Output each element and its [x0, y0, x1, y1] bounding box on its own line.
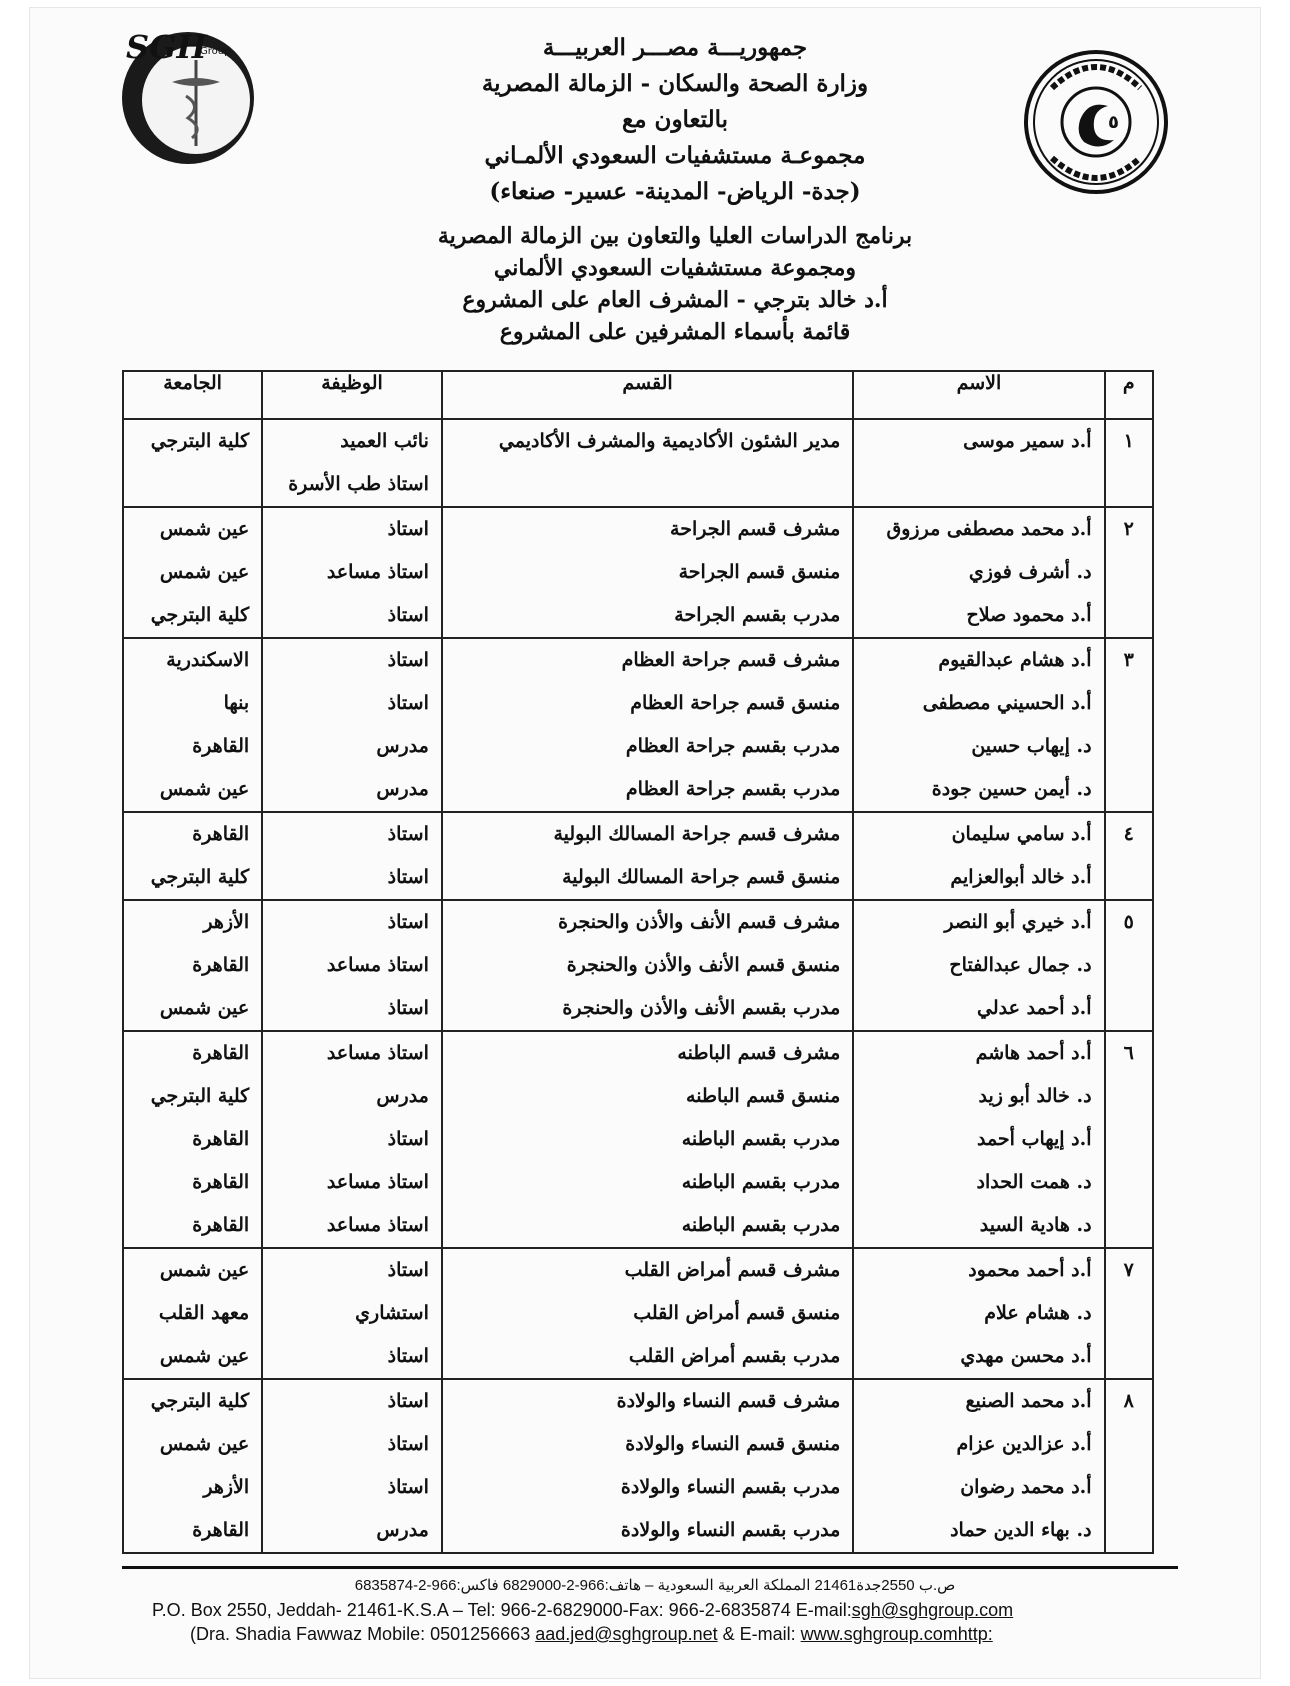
title-cell-line: مدرس [376, 735, 429, 757]
title-cell-line: استاذ [387, 692, 429, 714]
name-cell [853, 812, 1104, 900]
name-cell-line: د. جمال عبدالفتاح [949, 954, 1092, 976]
dept-cell-line: مشرف قسم الأنف والأذن والحنجرة [558, 911, 841, 933]
univ-cell-line: عين شمس [159, 778, 250, 800]
svg-text:٥: ٥ [1108, 112, 1119, 133]
footer-divider [122, 1566, 1178, 1569]
dept-cell [442, 812, 853, 900]
name-cell-line: أ.د إيهاب أحمد [976, 1128, 1092, 1150]
dept-cell-line: منسق قسم الأنف والأذن والحنجرة [566, 954, 841, 976]
dept-cell-line: منسق قسم أمراض القلب [633, 1302, 841, 1324]
univ-cell-line: الأزهر [203, 911, 250, 933]
row-number [1105, 812, 1153, 900]
footer-contact-text: (Dra. Shadia Fawwaz Mobile: 0501256663 [190, 1624, 536, 1644]
header-num: م [1105, 371, 1153, 419]
name-cell-line: أ.د سمير موسى [963, 430, 1092, 452]
univ-cell-line: القاهرة [192, 1042, 250, 1064]
univ-cell-line: بنها [223, 692, 250, 714]
dept-cell-line: مشرف قسم النساء والولادة [616, 1390, 841, 1412]
title-cell [262, 1379, 442, 1553]
row-number [1105, 638, 1153, 812]
title-cell-line: استاذ [387, 604, 429, 626]
dept-cell-line: منسق قسم جراحة المسالك البولية [562, 866, 841, 888]
dept-cell-line: مدرب بقسم جراحة العظام [625, 735, 841, 757]
footer-contact-email-link[interactable]: aad.jed@sghgroup.net [535, 1624, 718, 1644]
name-cell-line: أ.د أحمد عدلي [977, 997, 1092, 1019]
name-cell-line: د. أيمن حسين جودة [931, 778, 1092, 800]
dept-cell-line: مشرف قسم جراحة العظام [621, 649, 841, 671]
table-row [123, 812, 1153, 900]
program-header [360, 220, 990, 348]
title-cell-line: استاذ مساعد [326, 1042, 429, 1064]
univ-cell-line: القاهرة [192, 954, 250, 976]
table-row [123, 1379, 1153, 1553]
ministry-header [360, 30, 990, 210]
title-cell [262, 638, 442, 812]
title-cell-line: نائب العميد [340, 430, 429, 452]
sgh-group-logo [112, 20, 262, 168]
header-line: مجموعـة مستشفيات السعودي الألمـاني [484, 142, 866, 169]
title-cell-line: استاذ [387, 518, 429, 540]
header-line: وزارة الصحة والسكان - الزمالة المصرية [481, 70, 869, 97]
table-row [123, 507, 1153, 638]
title-cell-line: استاذ [387, 1476, 429, 1498]
footer-contact-mid: & E-mail: [717, 1624, 801, 1644]
title-cell-line: استشاري [355, 1302, 429, 1324]
title-cell-line: مدرس [376, 1085, 429, 1107]
title-cell-line: مدرس [376, 1519, 429, 1541]
univ-cell [123, 1031, 262, 1248]
row-number-text: ١ [1123, 430, 1134, 452]
table-row [123, 900, 1153, 1031]
title-cell-line: استاذ طب الأسرة [288, 473, 429, 495]
document-page [30, 8, 1260, 1678]
program-line: ومجموعة مستشفيات السعودي الألماني [493, 255, 857, 281]
name-cell-line: د. خالد أبو زيد [978, 1085, 1092, 1107]
name-cell-line: د. أشرف فوزي [968, 561, 1092, 583]
header-univ: الجامعة [123, 371, 262, 419]
header-name: الاسم [853, 371, 1104, 419]
univ-cell-line: الاسكندرية [166, 649, 250, 671]
dept-cell-line: مدرب بقسم الباطنه [681, 1214, 841, 1236]
name-cell-line: د. همت الحداد [976, 1171, 1092, 1193]
footer-email-link[interactable]: sgh@sghgroup.com [851, 1600, 1014, 1620]
footer-address-line [152, 1600, 1013, 1621]
table-row [123, 1031, 1153, 1248]
univ-cell [123, 900, 262, 1031]
title-cell [262, 812, 442, 900]
univ-cell-line: عين شمس [159, 1259, 250, 1281]
footer-website-link[interactable]: www.sghgroup.comhttp: [800, 1624, 993, 1644]
name-cell [853, 419, 1104, 507]
univ-cell-line: كلية البترجي [150, 1085, 250, 1107]
svg-text:Group: Group [200, 46, 231, 57]
header-line: (جدة- الرياض- المدينة- عسير- صنعاء) [489, 178, 861, 205]
title-cell-line: استاذ [387, 997, 429, 1019]
univ-cell-line: القاهرة [192, 823, 250, 845]
dept-cell [442, 419, 853, 507]
table-row [123, 1248, 1153, 1379]
univ-cell [123, 1379, 262, 1553]
supervisors-table [122, 370, 1154, 1554]
table-body [123, 419, 1153, 1553]
dept-cell [442, 638, 853, 812]
name-cell-line: د. إيهاب حسين [971, 735, 1092, 757]
univ-cell [123, 812, 262, 900]
univ-cell-line: القاهرة [192, 1214, 250, 1236]
row-number-text: ٤ [1123, 823, 1134, 845]
header-dept: القسم [442, 371, 853, 419]
dept-cell-line: مدرب بقسم أمراض القلب [628, 1345, 841, 1367]
title-cell-line: استاذ [387, 1345, 429, 1367]
univ-cell-line: عين شمس [159, 997, 250, 1019]
name-cell [853, 1248, 1104, 1379]
dept-cell-line: مشرف قسم أمراض القلب [624, 1259, 841, 1281]
univ-cell-line: كلية البترجي [150, 866, 250, 888]
name-cell-line: أ.د عزالدين عزام [956, 1433, 1092, 1455]
name-cell [853, 900, 1104, 1031]
dept-cell-line: مشرف قسم الباطنه [677, 1042, 841, 1064]
row-number-text: ٣ [1123, 649, 1134, 671]
egyptian-fellowship-seal [1022, 48, 1170, 196]
dept-cell-line: مشرف قسم جراحة المسالك البولية [553, 823, 841, 845]
row-number [1105, 1379, 1153, 1553]
title-cell-line: استاذ مساعد [326, 1171, 429, 1193]
title-cell-line: استاذ [387, 911, 429, 933]
header-line: بالتعاون مع [621, 106, 729, 133]
univ-cell-line: عين شمس [159, 1345, 250, 1367]
row-number-text: ٢ [1123, 518, 1134, 540]
title-cell [262, 1248, 442, 1379]
univ-cell [123, 419, 262, 507]
dept-cell [442, 900, 853, 1031]
univ-cell-line: القاهرة [192, 1171, 250, 1193]
univ-cell [123, 1248, 262, 1379]
header-title: الوظيفة [262, 371, 442, 419]
univ-cell-line: عين شمس [159, 518, 250, 540]
univ-cell-line: القاهرة [192, 1519, 250, 1541]
row-number [1105, 419, 1153, 507]
name-cell-line: أ.د محسن مهدي [960, 1345, 1092, 1367]
title-cell-line: استاذ [387, 1259, 429, 1281]
univ-cell-line: كلية البترجي [150, 1390, 250, 1412]
dept-cell-line: مدير الشئون الأكاديمية والمشرف الأكاديمي [498, 430, 841, 452]
title-cell-line: استاذ [387, 866, 429, 888]
title-cell-line: استاذ مساعد [326, 561, 429, 583]
row-number [1105, 507, 1153, 638]
dept-cell-line: مشرف قسم الجراحة [670, 518, 841, 540]
name-cell [853, 507, 1104, 638]
dept-cell-line: منسق قسم النساء والولادة [625, 1433, 841, 1455]
program-line: برنامج الدراسات العليا والتعاون بين الزمالة المصرية [437, 223, 913, 249]
dept-cell [442, 507, 853, 638]
title-cell [262, 1031, 442, 1248]
name-cell-line: أ.د هشام عبدالقيوم [938, 649, 1092, 671]
dept-cell-line: مدرب بقسم الأنف والأذن والحنجرة [562, 997, 841, 1019]
name-cell-line: د. بهاء الدين حماد [950, 1519, 1092, 1541]
list-title: قائمة بأسماء المشرفين على المشروع [499, 319, 851, 345]
dept-cell-line: منسق قسم الباطنه [686, 1085, 841, 1107]
dept-cell [442, 1031, 853, 1248]
dept-cell-line: مدرب بقسم النساء والولادة [620, 1476, 841, 1498]
title-cell [262, 507, 442, 638]
title-cell-line: استاذ [387, 1433, 429, 1455]
univ-cell-line: معهد القلب [158, 1302, 250, 1324]
univ-cell-line: عين شمس [159, 1433, 250, 1455]
footer-arabic-address: ص.ب 2550جدة21461 المملكة العربية السعودية – هاتف:966-2-6829000 فاكس:966-2-6835874 [354, 1577, 956, 1594]
univ-cell-line: عين شمس [159, 561, 250, 583]
dept-cell-line: مدرب بقسم جراحة العظام [625, 778, 841, 800]
title-cell [262, 900, 442, 1031]
row-number-text: ٦ [1123, 1042, 1134, 1064]
dept-cell-line: مدرب بقسم الجراحة [674, 604, 841, 626]
name-cell [853, 1031, 1104, 1248]
row-number [1105, 1248, 1153, 1379]
row-number-text: ٨ [1123, 1390, 1134, 1412]
name-cell-line: أ.د أحمد محمود [968, 1259, 1092, 1281]
svg-text:SGH: SGH [126, 28, 207, 66]
name-cell-line: أ.د خيري أبو النصر [944, 911, 1092, 933]
title-cell-line: استاذ مساعد [326, 1214, 429, 1236]
univ-cell-line: كلية البترجي [150, 604, 250, 626]
univ-cell [123, 638, 262, 812]
name-cell-line: أ.د محمد الصنيع [965, 1390, 1092, 1412]
row-number-text: ٧ [1123, 1259, 1134, 1281]
footer-contact-line [190, 1624, 993, 1645]
univ-cell-line: الأزهر [203, 1476, 250, 1498]
dept-cell-line: مدرب بقسم الباطنه [681, 1171, 841, 1193]
univ-cell-line: القاهرة [192, 1128, 250, 1150]
name-cell-line: د. هادية السيد [979, 1214, 1092, 1236]
name-cell-line: د. هشام علام [984, 1302, 1092, 1324]
title-cell-line: استاذ [387, 1128, 429, 1150]
table-row [123, 638, 1153, 812]
name-cell-line: أ.د أحمد هاشم [975, 1042, 1092, 1064]
univ-cell-line: كلية البترجي [150, 430, 250, 452]
title-cell [262, 419, 442, 507]
title-cell-line: استاذ [387, 1390, 429, 1412]
table-header-row [123, 371, 1153, 419]
title-cell-line: استاذ [387, 649, 429, 671]
name-cell-line: أ.د محمد مصطفى مرزوق [886, 518, 1092, 540]
univ-cell-line: القاهرة [192, 735, 250, 757]
title-cell-line: استاذ مساعد [326, 954, 429, 976]
row-number-text: ٥ [1123, 911, 1134, 933]
dept-cell-line: مدرب بقسم الباطنه [681, 1128, 841, 1150]
name-cell [853, 1379, 1104, 1553]
title-cell-line: استاذ [387, 823, 429, 845]
name-cell-line: أ.د الحسيني مصطفى [922, 692, 1092, 714]
dept-cell [442, 1379, 853, 1553]
program-line: أ.د خالد بترجي - المشرف العام على المشروع [462, 287, 888, 313]
row-number [1105, 1031, 1153, 1248]
title-cell-line: مدرس [376, 778, 429, 800]
univ-cell [123, 507, 262, 638]
dept-cell-line: منسق قسم جراحة العظام [630, 692, 841, 714]
name-cell-line: أ.د خالد أبوالعزايم [950, 866, 1092, 888]
row-number [1105, 900, 1153, 1031]
name-cell-line: أ.د محمود صلاح [966, 604, 1092, 626]
dept-cell-line: مدرب بقسم النساء والولادة [620, 1519, 841, 1541]
name-cell-line: أ.د سامي سليمان [951, 823, 1092, 845]
dept-cell [442, 1248, 853, 1379]
footer-address-text: P.O. Box 2550, Jeddah- 21461-K.S.A – Tel: 966-2-6829000-Fax: 966-2-6835874 E-mail: [152, 1600, 852, 1620]
header-line: جمهوريـــة مصـــر العربيـــة [542, 34, 808, 61]
name-cell-line: أ.د محمد رضوان [960, 1476, 1092, 1498]
name-cell [853, 638, 1104, 812]
table-row [123, 419, 1153, 507]
dept-cell-line: منسق قسم الجراحة [678, 561, 841, 583]
